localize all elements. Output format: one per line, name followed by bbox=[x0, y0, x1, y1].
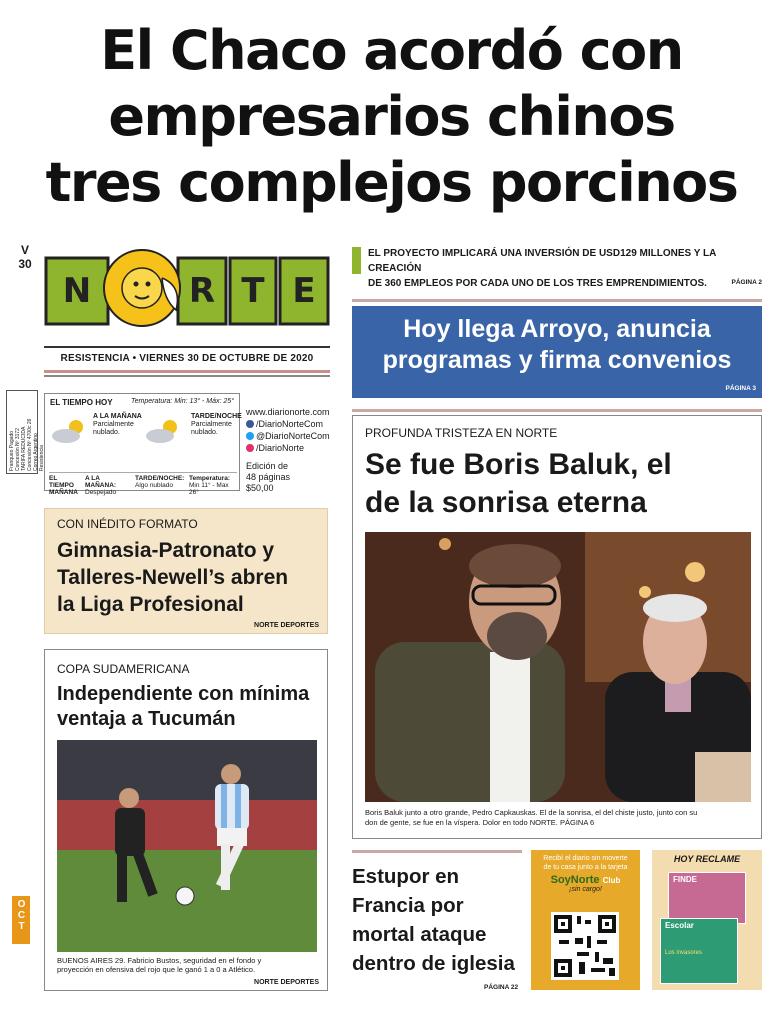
month-tab bbox=[12, 896, 30, 944]
headline-line-3: tres complejos porcinos bbox=[45, 151, 738, 214]
ad-club-brand bbox=[531, 874, 640, 886]
edition-info bbox=[246, 461, 326, 494]
postal-line: Franqueo Pagado bbox=[9, 430, 15, 471]
tomorrow-temp-text: Min 11° - Max 26° bbox=[189, 482, 229, 496]
ad-club-line: Recibí el diario sin moverte bbox=[543, 855, 628, 862]
tomorrow-temp-label: Temperatura: bbox=[189, 475, 231, 482]
headline-line-1: El Chaco acordó con bbox=[100, 19, 683, 82]
proyecto-line: EL PROYECTO IMPLICARÁ UNA INVERSIÓN DE USD129 MILLONES Y LA CREACIÓN bbox=[368, 248, 717, 274]
price: $50,00 bbox=[246, 483, 274, 493]
tomorrow-morning-label: A LA MAÑANA: bbox=[85, 475, 117, 489]
boris-caption-line: Boris Baluk junto a otro grande, Pedro Capkauskas. El de la sonrisa, el del chiste justo, junto con su bbox=[365, 808, 698, 817]
copa-title-line: ventaja a Tucumán bbox=[57, 708, 236, 730]
instagram-handle: /DiarioNorte bbox=[256, 443, 305, 453]
weather-evening-text: Parcialmente nublado. bbox=[191, 421, 232, 436]
proyecto-page: PÁGINA 2 bbox=[731, 279, 762, 286]
copa-caption-line: proyección en ofensiva del rojo que le ganó 1 a 0 a Atlético. bbox=[57, 965, 256, 974]
estupor-title-line: mortal ataque bbox=[352, 923, 487, 946]
copa-caption bbox=[57, 956, 322, 974]
arroyo-title-line: Hoy llega Arroyo, anuncia bbox=[403, 315, 711, 343]
estupor-story[interactable] bbox=[352, 862, 524, 978]
facebook-link[interactable] bbox=[246, 418, 336, 430]
twitter-handle: @DiarioNorteCom bbox=[256, 431, 330, 441]
tomorrow-evening-text: Algo nublado bbox=[135, 482, 173, 489]
boris-story[interactable] bbox=[352, 415, 762, 839]
postal-line: Concesión Nº 3172 bbox=[15, 428, 21, 471]
weather-title: EL TIEMPO HOY bbox=[50, 398, 113, 407]
gimnasia-title-line: Gimnasia-Patronato y bbox=[57, 539, 275, 562]
estupor-title-line: dentro de iglesia bbox=[352, 952, 515, 975]
finde-title: FINDE bbox=[673, 875, 697, 884]
weather-evening-label: TARDE/NOCHE bbox=[191, 413, 242, 420]
boris-title-line: de la sonrisa eterna bbox=[365, 486, 647, 519]
facebook-handle: /DiarioNorteCom bbox=[256, 419, 324, 429]
ad-club-tagline: ¡sin cargo! bbox=[569, 886, 602, 893]
copa-story[interactable] bbox=[44, 649, 328, 991]
website-text: www.diarionorte.com bbox=[246, 407, 330, 417]
logo-letter-r: R bbox=[188, 271, 216, 311]
weather-morning-label: A LA MAÑANA bbox=[93, 413, 142, 420]
proyecto-line: DE 360 EMPLEOS POR CADA UNO DE LOS TRES EMPRENDIMIENTOS. bbox=[368, 278, 707, 289]
tomorrow-evening-label: TARDE/NOCHE: bbox=[135, 475, 185, 482]
estupor-title-line: Estupor en bbox=[352, 865, 460, 888]
gimnasia-title bbox=[57, 537, 327, 618]
logo-letter-n: N bbox=[62, 271, 92, 311]
edition-date: RESISTENCIA • VIERNES 30 DE OCTUBRE DE 2020 bbox=[44, 346, 330, 364]
tomorrow-label: EL TIEMPO MAÑANA bbox=[49, 475, 78, 496]
facebook-icon bbox=[246, 420, 254, 428]
finde-magazine[interactable] bbox=[668, 872, 746, 924]
divider bbox=[352, 850, 522, 853]
copa-section: NORTE DEPORTES bbox=[254, 979, 319, 986]
boris-caption-line: don de gente, se fue en la víspera. Dolor en todo NORTE. PÁGINA 6 bbox=[365, 818, 595, 827]
logo-letter-e: E bbox=[292, 271, 316, 311]
twitter-link[interactable] bbox=[246, 430, 336, 442]
copa-photo[interactable] bbox=[57, 740, 317, 952]
boris-caption bbox=[365, 808, 755, 828]
postal-line: Concesión Nº 4700c 26 bbox=[27, 418, 33, 471]
gimnasia-story[interactable] bbox=[44, 508, 328, 634]
escolar-magazine[interactable] bbox=[660, 918, 738, 984]
day-abbr: V bbox=[20, 243, 29, 257]
postal-line: TARIFA REDUCIDA bbox=[21, 426, 27, 471]
social-links bbox=[246, 406, 336, 454]
instagram-icon bbox=[246, 444, 254, 452]
proyecto-deck[interactable] bbox=[368, 246, 764, 291]
copa-title-line: Independiente con mínima bbox=[57, 683, 310, 705]
ad-club-line: de tu casa junto a la tarjeta bbox=[543, 864, 628, 871]
hoy-reclame-ad[interactable] bbox=[652, 850, 762, 990]
website-link[interactable] bbox=[246, 406, 336, 418]
divider bbox=[352, 409, 762, 412]
soynorte-club-ad[interactable] bbox=[531, 850, 640, 990]
estupor-page: PÁGINA 22 bbox=[484, 984, 519, 991]
headline-line-2: empresarios chinos bbox=[108, 85, 675, 148]
arroyo-title bbox=[352, 306, 762, 376]
partly-cloudy-icon bbox=[49, 418, 91, 444]
divider bbox=[44, 375, 330, 377]
ad-club-text bbox=[531, 850, 640, 872]
accent-bar bbox=[352, 247, 361, 274]
copa-kicker: COPA SUDAMERICANA bbox=[57, 662, 190, 676]
gimnasia-kicker: CON INÉDITO FORMATO bbox=[57, 517, 198, 531]
norte-logo[interactable] bbox=[44, 240, 330, 328]
arroyo-page: PÁGINA 3 bbox=[725, 385, 756, 392]
postal-line: Correo Argentino bbox=[33, 433, 39, 471]
boris-title-line: Se fue Boris Baluk, el bbox=[365, 448, 672, 481]
edition-line: 48 páginas bbox=[246, 472, 291, 482]
twitter-icon bbox=[246, 432, 254, 440]
edition-line: Edición de bbox=[246, 461, 289, 471]
arroyo-title-line: programas y firma convenios bbox=[382, 346, 732, 374]
gimnasia-title-line: Talleres-Newell’s abren bbox=[57, 566, 289, 589]
main-headline[interactable] bbox=[20, 18, 763, 216]
postal-box bbox=[6, 390, 45, 474]
boris-title bbox=[365, 446, 755, 522]
gimnasia-section: NORTE DEPORTES bbox=[254, 622, 319, 629]
reclame-title: HOY RECLAME bbox=[673, 854, 741, 864]
divider bbox=[44, 370, 330, 373]
qr-code-icon bbox=[551, 912, 619, 980]
day-indicator bbox=[14, 243, 36, 271]
estupor-title-line: Francia por bbox=[352, 894, 464, 917]
logo-letter-t: T bbox=[241, 271, 265, 311]
copa-title bbox=[57, 682, 327, 732]
boris-kicker: PROFUNDA TRISTEZA EN NORTE bbox=[365, 426, 558, 440]
weather-box bbox=[44, 393, 242, 496]
weather-temperature: Temperatura: Min: 13° - Máx: 25° bbox=[131, 398, 234, 405]
boris-photo[interactable] bbox=[365, 532, 751, 802]
ad-club-brand-sub: Club bbox=[602, 876, 621, 885]
instagram-link[interactable] bbox=[246, 442, 336, 454]
tomorrow-morning-text: Despejado bbox=[85, 489, 117, 496]
day-number: 30 bbox=[18, 257, 32, 271]
copa-caption-line: BUENOS AIRES 29. Fabricio Bustos, seguridad en el fondo y bbox=[57, 956, 262, 965]
weather-tomorrow bbox=[49, 472, 237, 496]
arroyo-story[interactable] bbox=[352, 306, 762, 398]
escolar-subtitle: Los invasores bbox=[665, 950, 703, 956]
escolar-title: Escolar bbox=[665, 921, 694, 930]
gimnasia-title-line: la Liga Profesional bbox=[57, 593, 244, 616]
month-tab-text: OCT bbox=[16, 899, 27, 932]
weather-morning-text: Parcialmente nublado. bbox=[93, 421, 134, 436]
partly-cloudy-icon bbox=[143, 418, 185, 444]
postal-line: Resistencia bbox=[39, 445, 45, 471]
ad-club-brand-name: SoyNorte bbox=[550, 874, 600, 886]
divider bbox=[352, 299, 762, 302]
